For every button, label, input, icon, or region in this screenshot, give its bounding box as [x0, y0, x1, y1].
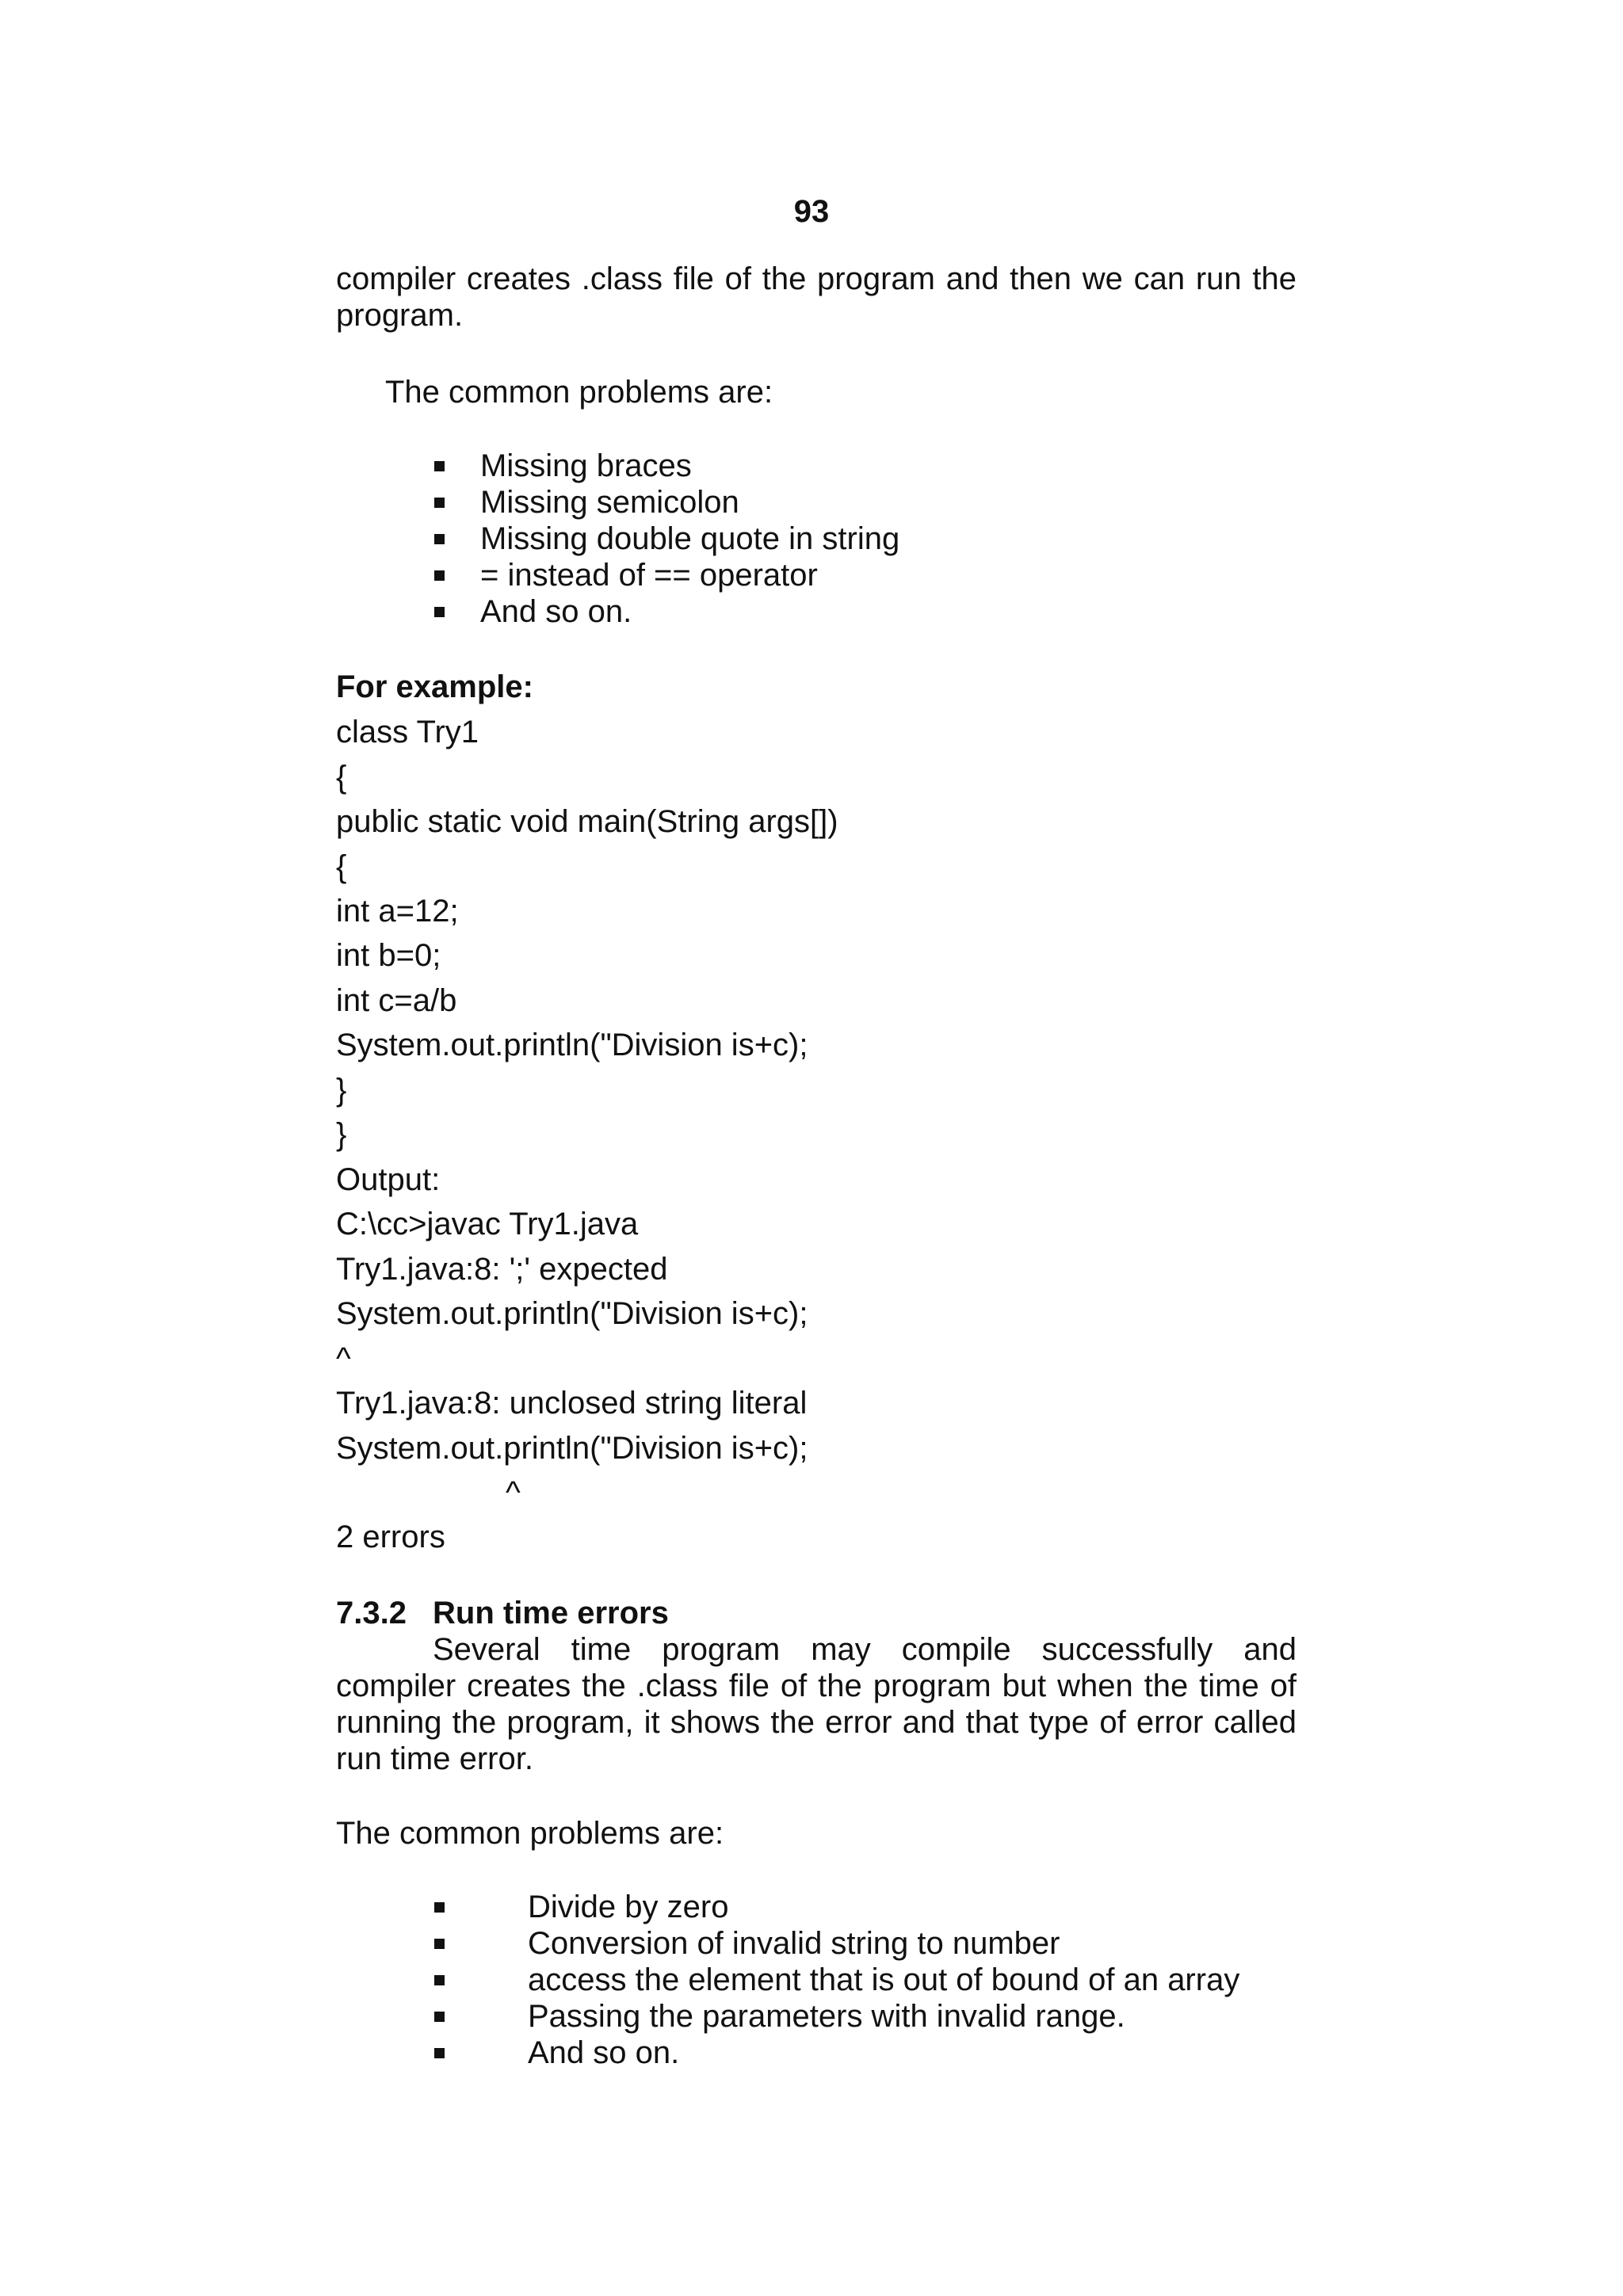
code-line: Try1.java:8: unclosed string literal	[336, 1386, 808, 1421]
bullet-icon	[434, 461, 445, 471]
section-para-line-1: Several time program may compile successfully and	[433, 1632, 1296, 1667]
list-item: And so on.	[434, 2035, 1239, 2071]
code-line: int b=0;	[336, 938, 441, 973]
bullet-icon	[434, 570, 445, 581]
code-line: {	[336, 849, 347, 884]
intro-line-1: compiler creates .class file of the program and then we can run the	[336, 261, 1296, 296]
section-number: 7.3.2	[336, 1596, 407, 1630]
list-item: = instead of == operator	[434, 557, 899, 593]
output-label: Output:	[336, 1162, 441, 1197]
bullet-icon	[434, 534, 445, 544]
bullet-icon	[434, 607, 445, 617]
code-line: public static void main(String args[])	[336, 804, 838, 839]
intro-line-2: program.	[336, 298, 464, 333]
code-line: Try1.java:8: ';' expected	[336, 1252, 668, 1287]
bullet-icon	[434, 2048, 445, 2058]
code-line: System.out.println("Division is+c);	[336, 1431, 808, 1466]
list-item: Passing the parameters with invalid range.	[434, 1998, 1239, 2035]
code-line: System.out.println("Division is+c);	[336, 1296, 808, 1331]
list-item: Missing semicolon	[434, 484, 899, 521]
compile-problems-heading: The common problems are:	[385, 375, 773, 410]
code-line: C:\cc>javac Try1.java	[336, 1207, 639, 1241]
bullet-icon	[434, 2012, 445, 2022]
code-line: {	[336, 760, 347, 795]
code-line: 2 errors	[336, 1520, 445, 1554]
caret-marker: ^	[506, 1475, 521, 1510]
code-line: }	[336, 1073, 347, 1108]
bullet-icon	[434, 1902, 445, 1913]
list-item: Missing braces	[434, 448, 899, 484]
code-line: System.out.println("Division is+c);	[336, 1028, 808, 1062]
example-heading: For example:	[336, 669, 533, 704]
compile-problems-list	[434, 448, 899, 630]
runtime-problems-list	[434, 1889, 1239, 2071]
runtime-problems-heading: The common problems are:	[336, 1816, 724, 1851]
list-item: access the element that is out of bound of an array	[434, 1962, 1239, 1998]
bullet-icon	[434, 498, 445, 508]
list-item: And so on.	[434, 593, 899, 630]
bullet-icon	[434, 1975, 445, 1985]
page-number: 93	[793, 194, 830, 229]
list-item: Conversion of invalid string to number	[434, 1925, 1239, 1962]
section-title: Run time errors	[433, 1596, 669, 1630]
code-line: }	[336, 1117, 347, 1152]
section-para-rest: compiler creates the .class file of the program but when the time of running the program, it shows the error and that type of error called run time error.	[336, 1669, 1296, 1776]
code-line: int a=12;	[336, 894, 459, 929]
code-line: int c=a/b	[336, 983, 457, 1018]
list-item: Missing double quote in string	[434, 521, 899, 557]
bullet-icon	[434, 1939, 445, 1949]
code-line: class Try1	[336, 715, 479, 749]
list-item: Divide by zero	[434, 1889, 1239, 1925]
caret-marker: ^	[336, 1341, 351, 1376]
